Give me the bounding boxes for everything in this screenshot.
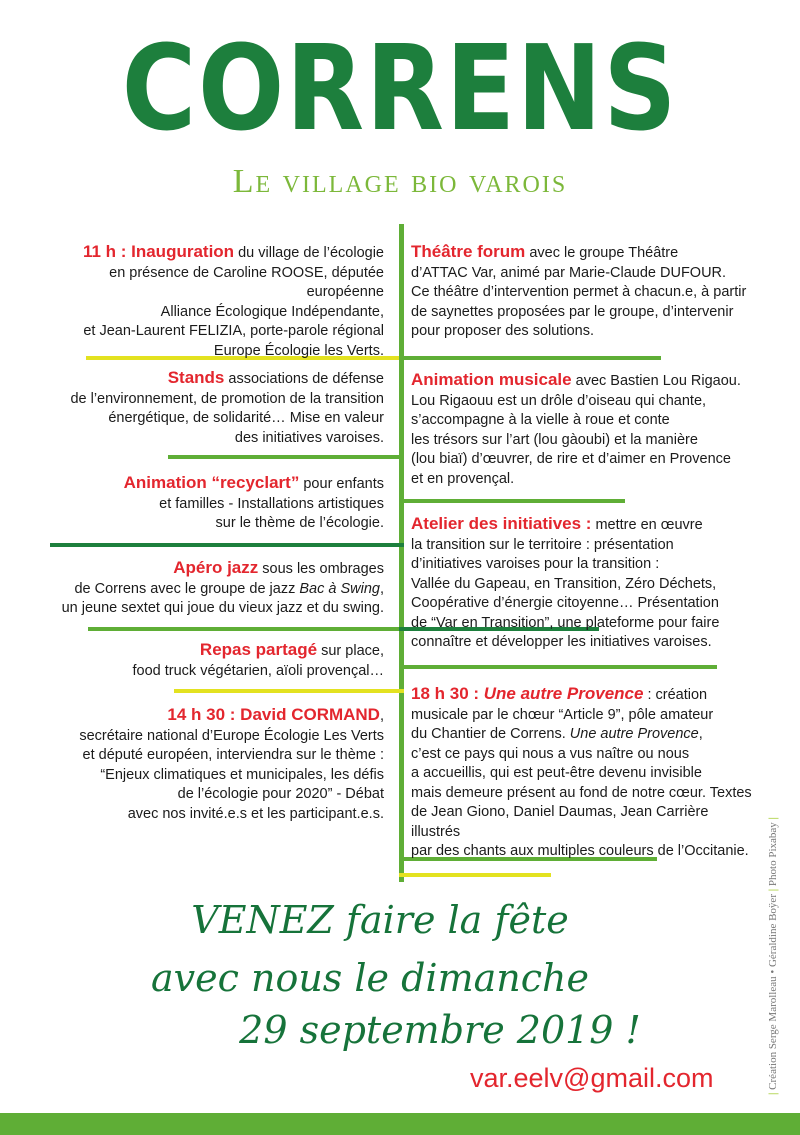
item-heading: Repas partagé: [199, 640, 318, 659]
item-line: Alliance Écologique Indépendante,: [160, 303, 384, 320]
item-lead: sous les ombrages: [258, 561, 384, 577]
item-heading: Théâtre forum: [411, 242, 526, 261]
item-line: des initiatives varoises.: [234, 429, 384, 446]
item-line: de Jean Giono, Daniel Daumas, Jean Carrière illustrés: [411, 804, 709, 840]
show-name: Une autre Provence: [569, 726, 699, 742]
item-line: “Enjeux climatiques et municipales, les défis: [100, 766, 384, 783]
item-line: du Chantier de Correns.: [411, 726, 570, 742]
item-line: ,: [379, 580, 384, 597]
divider-darkgreen-1: [50, 543, 404, 547]
item-line: food truck végétarien, aïoli provençal…: [132, 662, 384, 679]
divider-green-5: [399, 665, 717, 669]
program-item-atelier: [411, 514, 756, 653]
contact-email-link[interactable]: var.eelv@gmail.com: [470, 1063, 714, 1093]
item-line: et en provençal.: [411, 470, 515, 487]
center-divider: [399, 224, 404, 882]
credit-author: Géraldine Boÿer: [767, 894, 779, 968]
item-line: énergétique, de solidarité… Mise en valeur: [108, 410, 384, 426]
credit-photo: Photo Pixabay: [767, 822, 779, 887]
item-lead: associations de défense: [224, 371, 384, 387]
program-item-stands: [44, 368, 384, 448]
item-line: de “Var en Transition”, une plateforme pour faire: [411, 614, 720, 631]
divider-green-4: [88, 627, 404, 631]
item-heading: 18 h 30 :: [411, 684, 484, 703]
item-lead: : création: [643, 687, 708, 703]
item-line: Europe Écologie les Verts.: [213, 342, 384, 359]
divider-yellow-2: [174, 689, 404, 693]
page-subtitle: Le village bio varois: [232, 163, 568, 200]
program-item-repas: [44, 640, 384, 681]
item-line: d’ATTAC Var, animé par Marie-Claude DUFOUR.: [411, 264, 727, 281]
item-lead: mettre en œuvre: [591, 517, 703, 533]
item-line: mais demeure présent au fond de notre cœur. Textes: [411, 784, 752, 801]
page-title: CORRENS: [121, 19, 679, 157]
divider-green-2: [168, 455, 404, 459]
footer-bar: [0, 1113, 800, 1135]
item-line: sur le thème de l’écologie.: [215, 515, 384, 531]
item-line: avec nos invité.e.s et les participant.e.s.: [127, 805, 384, 822]
divider-yellow-3: [399, 873, 551, 877]
item-line: de l’environnement, de promotion de la transition: [70, 390, 384, 407]
item-line: de saynettes proposées par le groupe, d’intervenir: [411, 303, 734, 320]
item-heading: 14 h 30 : David CORMAND: [167, 705, 380, 724]
item-line: de l’écologie pour 2020” - Débat: [177, 786, 384, 802]
invitation-line-1: VENEZ faire la fête: [191, 898, 569, 942]
item-heading: Stands: [167, 368, 225, 387]
item-line: et député européen, interviendra sur le thème :: [82, 747, 384, 763]
item-line: ,: [698, 726, 703, 742]
item-line: c’est ce pays qui nous a vus naître ou nous: [411, 745, 690, 762]
item-lead: du village de l’écologie: [234, 245, 384, 261]
item-line: Ce théâtre d’intervention permet à chacun.e, à partir: [411, 284, 747, 300]
item-line: pour proposer des solutions.: [411, 323, 594, 339]
item-line: d’initiatives varoises pour la transition :: [411, 556, 660, 572]
invitation-line-3: 29 septembre 2019 !: [239, 1008, 641, 1052]
item-lead: avec le groupe Théâtre: [525, 245, 679, 261]
item-lead: ,: [379, 708, 384, 724]
credit-design: Création Serge Marolleau: [767, 976, 779, 1090]
program-item-musique: [411, 370, 756, 489]
invitation-line-2: avec nous le dimanche: [151, 956, 589, 1000]
item-line: la transition sur le territoire : présentation: [411, 536, 674, 553]
band-name: Bac à Swing: [299, 580, 380, 597]
item-line: en présence de Caroline ROOSE, députée européenne: [109, 264, 384, 300]
item-line: les trésors sur l’art (lou gàoubi) et la manière: [411, 431, 698, 448]
credit-separator: •: [767, 967, 779, 977]
item-lead: pour enfants: [299, 476, 384, 492]
divider-green-3: [399, 499, 625, 503]
item-heading: Animation musicale: [411, 370, 572, 389]
credits: [767, 817, 779, 1095]
program-item-concert: [411, 684, 756, 862]
item-line: un jeune sextet qui joue du vieux jazz et du swing.: [61, 600, 384, 616]
item-line: Coopérative d’énergie citoyenne… Présentation: [411, 595, 719, 611]
item-lead: avec Bastien Lou Rigaou.: [571, 373, 741, 389]
program-item-inauguration: [44, 242, 384, 361]
item-heading-title: Une autre Provence: [483, 684, 644, 703]
item-heading: 11 h : Inauguration: [82, 242, 235, 261]
item-line: (lou biaï) d’œuvrer, de rire et d’aimer en Provence: [411, 451, 731, 467]
item-heading: Apéro jazz: [173, 558, 259, 577]
credit-separator: |: [767, 888, 779, 892]
item-line: connaître et développer les initiatives varoises.: [411, 634, 712, 650]
item-line: Lou Rigaouu est un drôle d’oiseau qui chante,: [411, 392, 707, 409]
program-item-theatre: [411, 242, 756, 342]
item-line: et Jean-Laurent FELIZIA, porte-parole régional: [83, 323, 384, 339]
credit-separator: |: [767, 1092, 779, 1095]
item-line: musicale par le chœur “Article 9”, pôle amateur: [411, 706, 714, 723]
item-line: par des chants aux multiples couleurs de l’Occitanie.: [411, 843, 749, 859]
item-line: secrétaire national d’Europe Écologie Les Verts: [79, 727, 384, 744]
item-lead: sur place,: [317, 643, 384, 659]
item-line: Vallée du Gapeau, en Transition, Zéro Déchets,: [411, 575, 717, 592]
item-line: s’accompagne à la vielle à roue et conte: [411, 412, 670, 428]
program-item-recyclart: [44, 473, 384, 534]
divider-green-1: [399, 356, 661, 360]
item-line: de Correns avec le groupe de jazz: [74, 580, 300, 597]
program-item-apero-jazz: [44, 558, 384, 619]
credit-separator: |: [767, 817, 779, 820]
program-item-debat: [44, 705, 384, 824]
item-line: a accueillis, qui est peut-être devenu invisible: [411, 765, 702, 781]
item-heading: Atelier des initiatives :: [411, 514, 592, 533]
item-heading: Animation “recyclart”: [123, 473, 300, 492]
item-line: et familles - Installations artistiques: [159, 495, 384, 512]
